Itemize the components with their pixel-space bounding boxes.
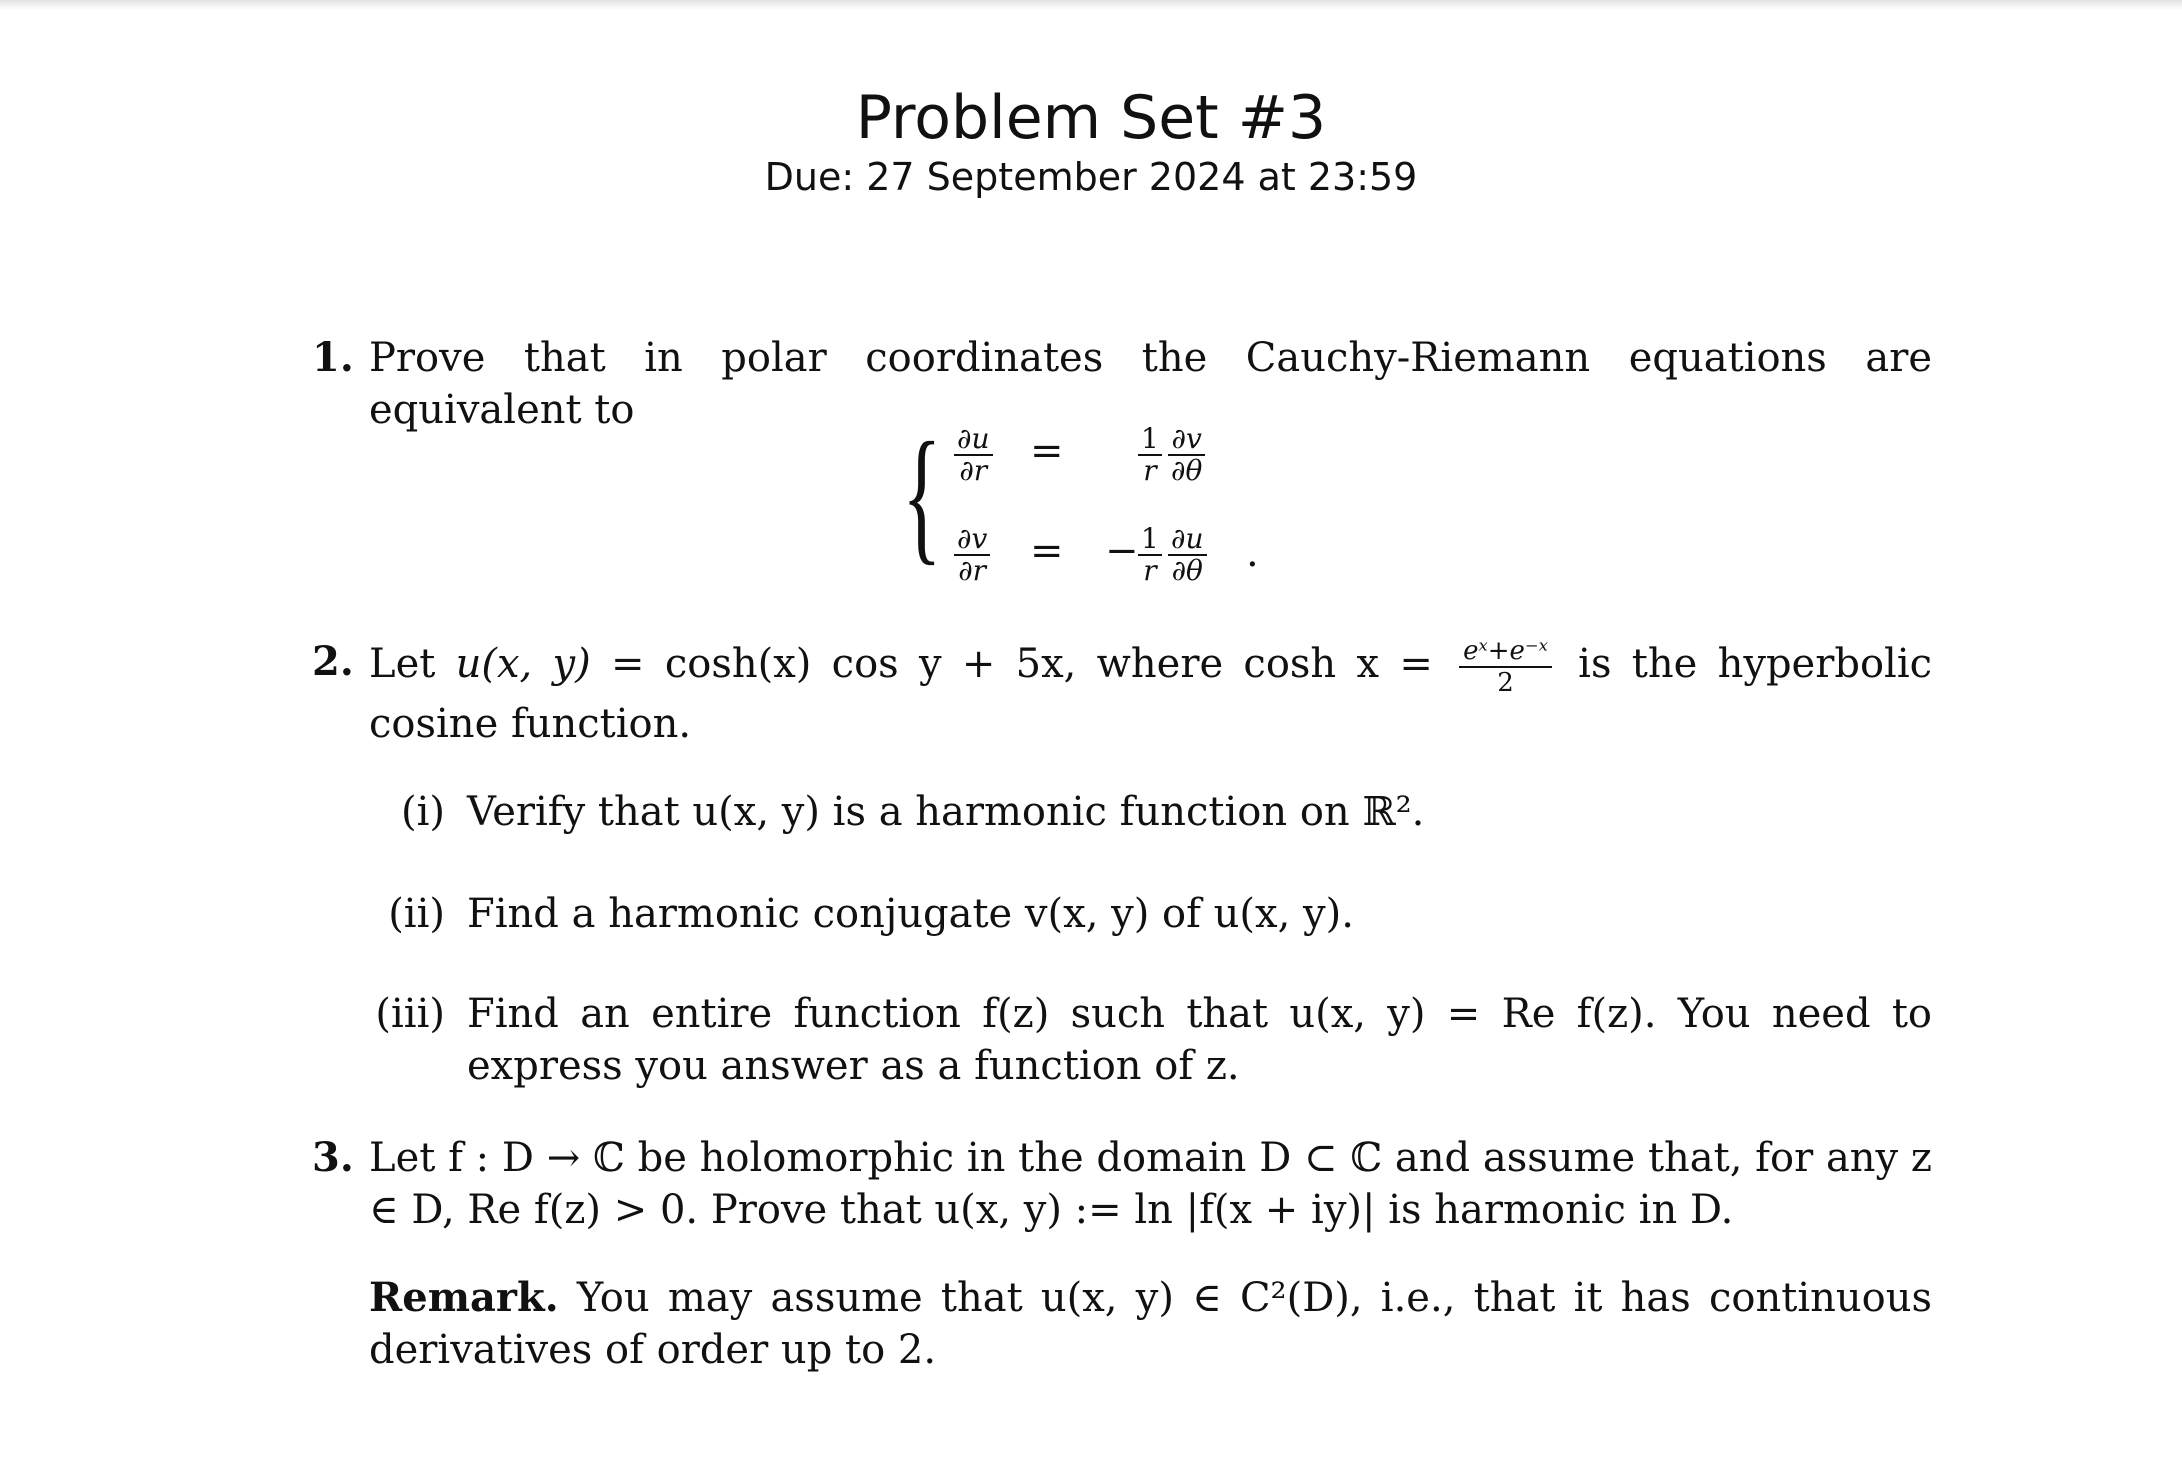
eq2-minus-sign: −	[1105, 528, 1139, 574]
eq2-coefficient: $\frac{1}{r}$	[1138, 524, 1162, 586]
problem-number: 3.	[312, 1134, 354, 1181]
left-brace: {	[902, 412, 942, 578]
problem-3	[312, 1132, 1932, 1236]
remark-text: You may assume that u(x, y) ∈ C²(D), i.e., that it has continuous derivatives of order up to 2.	[369, 1275, 1933, 1373]
problem-number: 2.	[312, 638, 354, 685]
subpart-label: (i)	[400, 789, 445, 835]
problem-text: Prove that in polar coordinates the Cauchy-Riemann equations are equivalent to	[369, 335, 1932, 433]
subpart-text: Find a harmonic conjugate v(x, y) of u(x, y).	[467, 891, 1354, 937]
eq1-coefficient: $\frac{1}{r}$	[1138, 424, 1162, 486]
remark-label: Remark.	[369, 1274, 559, 1321]
eq2-lhs-fraction: $\frac{\partial v}{\partial r}$	[954, 524, 990, 586]
eq1-lhs-fraction: $\frac{\partial u}{\partial r}$	[954, 424, 993, 486]
subpart-label: (ii)	[388, 891, 445, 937]
eq1-equals: =	[1030, 428, 1064, 474]
problem-text: Let u(x, y) = cosh(x) cos y + 5x, where cosh x = $\frac{\text{eˣ+e⁻ˣ}}{2}$ is the hyperbolic cosine function.	[369, 636, 1933, 747]
page-title: Problem Set #3	[855, 83, 1327, 153]
remark	[369, 1272, 1932, 1376]
cauchy-riemann-system	[902, 412, 1302, 590]
eq1-rhs-fraction: $\frac{\partial v}{\partial\theta}$	[1168, 424, 1205, 486]
problem-2	[312, 636, 1932, 750]
cosh-fraction: $\frac{\text{eˣ+e⁻ˣ}}{2}$	[1459, 636, 1552, 698]
subpart-text: Verify that u(x, y) is a harmonic function on ℝ².	[467, 789, 1425, 835]
problem-number: 1.	[312, 334, 354, 381]
eq2-equals: =	[1030, 528, 1064, 574]
due-date: Due: 27 September 2024 at 23:59	[764, 155, 1418, 199]
top-shadow	[0, 0, 2182, 10]
system-period: .	[1246, 530, 1259, 576]
document-header	[0, 82, 2182, 202]
eq2-rhs-fraction: $\frac{\partial u}{\partial\theta}$	[1168, 524, 1207, 586]
problem-text: Let f : D → ℂ be holomorphic in the domain D ⊂ ℂ and assume that, for any z ∈ D, Re f(z) > 0. Prove that u(x, y) := ln |f(x + iy)| is harmonic in D.	[369, 1135, 1932, 1233]
subpart-text: Find an entire function f(z) such that u(x, y) = Re f(z). You need to express you answer as a function of z.	[467, 991, 1932, 1089]
subpart-label: (iii)	[375, 991, 445, 1037]
